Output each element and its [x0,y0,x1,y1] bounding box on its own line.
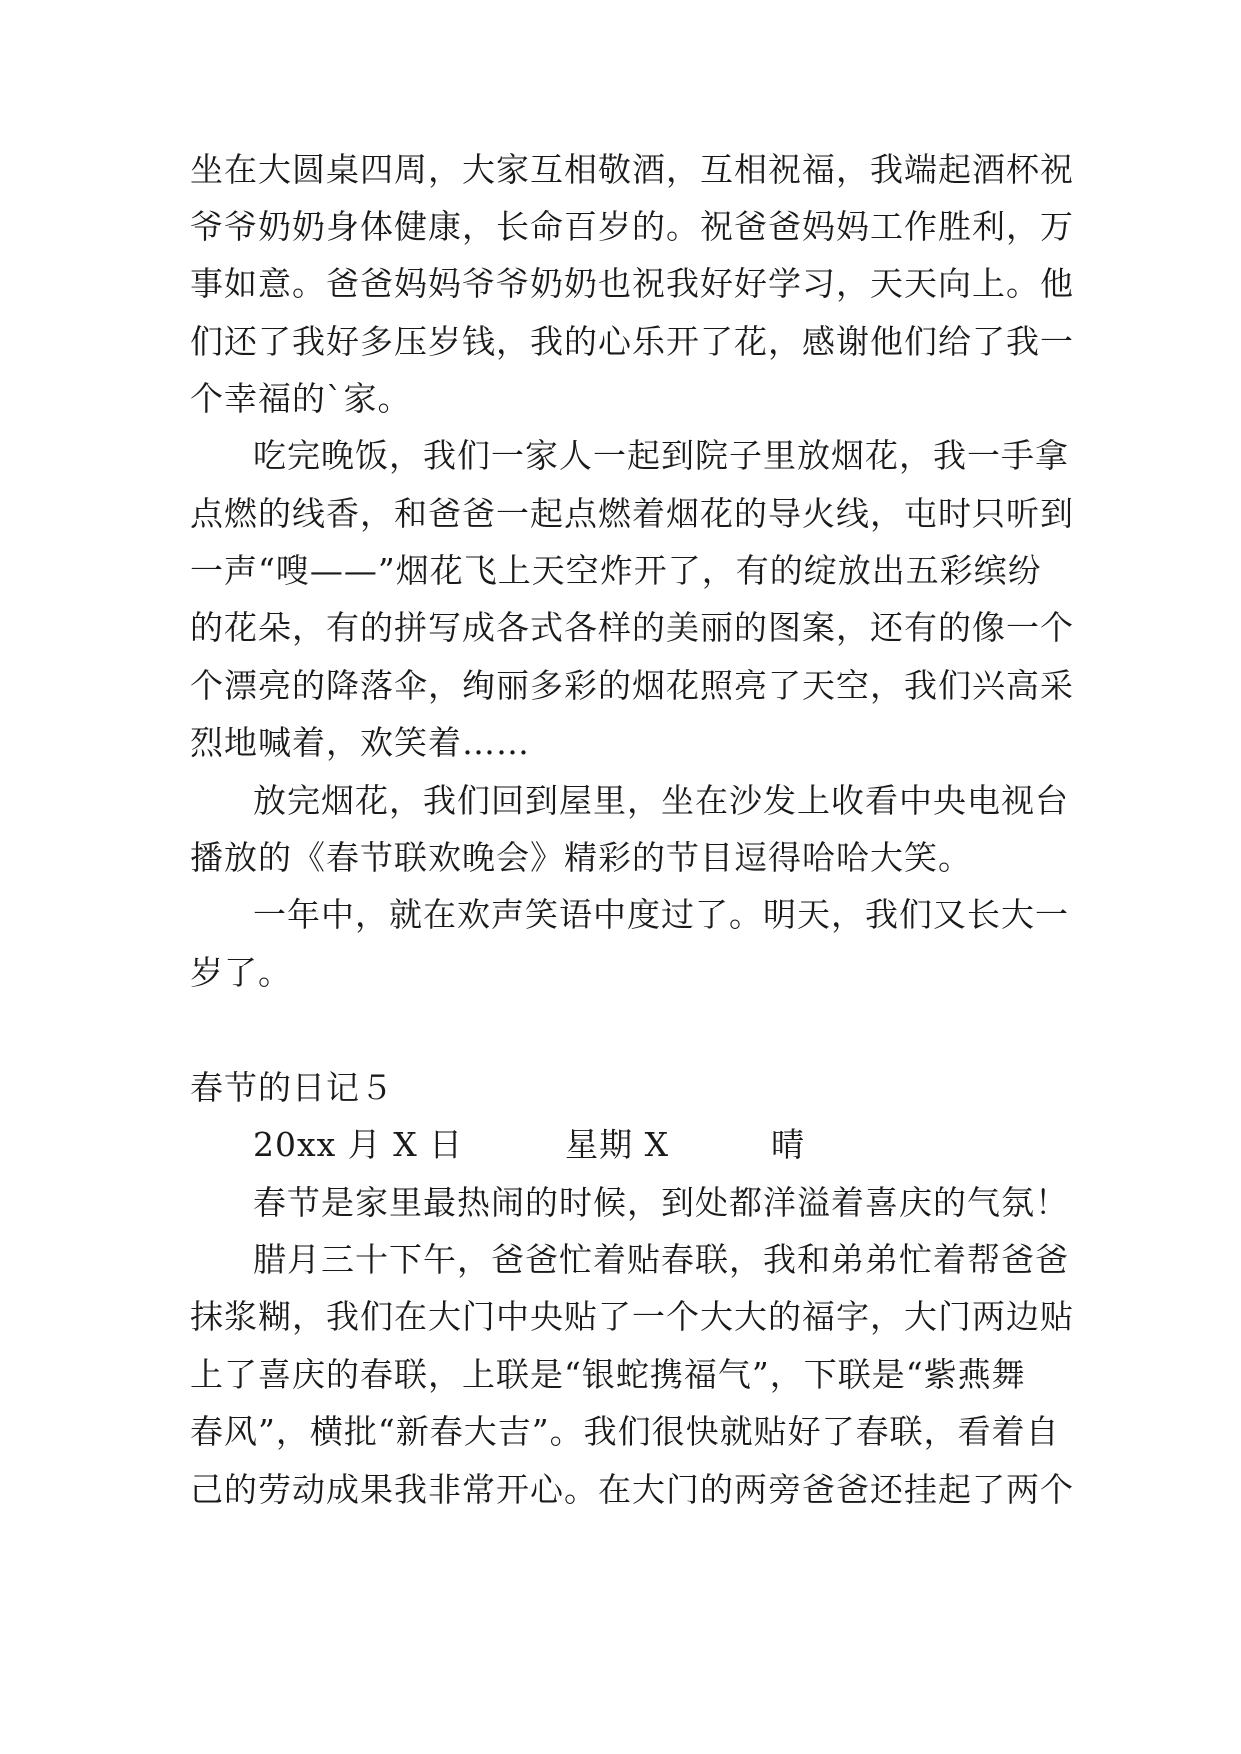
text-line: 播放的《春节联欢晚会》精彩的节目逗得哈哈大笑。 [190,838,972,877]
text-line: 上了喜庆的春联，上联是“银蛇携福气”，下联是“紫燕舞 [190,1355,1026,1394]
text-line: 坐在大圆桌四周，大家互相敬酒，互相祝福，我端起酒杯祝 [190,150,1074,189]
text-line: 腊月三十下午，爸爸忙着贴春联，我和弟弟忙着帮爸爸 [253,1240,1069,1279]
text-line: 放完烟花，我们回到屋里，坐在沙发上收看中央电视台 [253,781,1069,820]
text-line: 的花朵，有的拼写成各式各样的美丽的图案，还有的像一个 [190,608,1074,647]
text-line: 吃完晚饭，我们一家人一起到院子里放烟花，我一手拿 [253,436,1069,475]
text-line: 爷爷奶奶身体健康，长命百岁的。祝爸爸妈妈工作胜利，万 [190,207,1074,246]
text-line: 抹浆糊，我们在大门中央贴了一个大大的福字，大门两边贴 [190,1297,1074,1336]
text-line: 己的劳动成果我非常开心。在大门的两旁爸爸还挂起了两个 [190,1470,1074,1509]
text-line: 点燃的线香，和爸爸一起点燃着烟花的导火线，屯时只听到 [190,494,1074,533]
text-line: 们还了我好多压岁钱，我的心乐开了花，感谢他们给了我一 [190,322,1074,361]
text-line: 事如意。爸爸妈妈爷爷奶奶也祝我好好学习，天天向上。他 [190,264,1074,303]
text-line: 个幸福的`家。 [190,379,412,418]
text-line: 个漂亮的降落伞，绚丽多彩的烟花照亮了天空，我们兴高采 [190,666,1074,705]
text-line: 一年中，就在欢声笑语中度过了。明天，我们又长大一 [253,895,1069,934]
diary-date-line: 20xx 月 X 日 星期 X 晴 [253,1125,806,1164]
section-heading: 春节的日记５ [190,1068,394,1107]
text-line: 烈地喊着，欢笑着…… [190,723,530,762]
text-line: 一声“嗖——”烟花飞上天空炸开了，有的绽放出五彩缤纷 [190,551,1042,590]
text-line: 春节是家里最热闹的时候，到处都洋溢着喜庆的气氛！ [253,1183,1069,1222]
text-line: 岁了。 [190,953,292,992]
text-line: 春风”，横批“新春大吉”。我们很快就贴好了春联，看着自 [190,1412,1060,1451]
